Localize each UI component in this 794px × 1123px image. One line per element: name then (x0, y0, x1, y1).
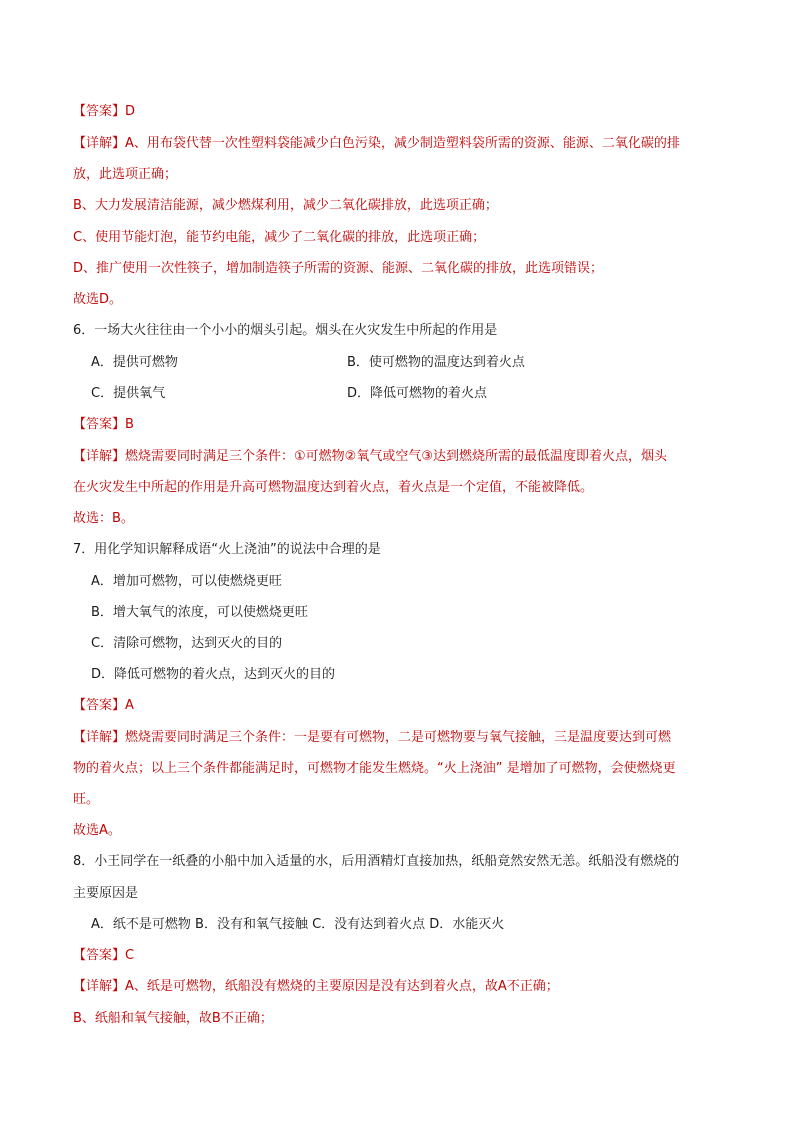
q7-detail-line1 (73, 730, 733, 746)
q6-option-b: B．使可燃物的温度达到着火点 (347, 355, 525, 370)
answer-tag: 【答案】 (73, 948, 126, 963)
q5-detail-b: B、大力发展清洁能源，减少燃煤利用，减少二氧化碳排放，此选项正确； (73, 198, 498, 213)
q7-option-a: A．增加可燃物，可以使燃烧更旺 (91, 574, 282, 589)
q5-detail-line1 (73, 136, 733, 152)
q5-answer-line (73, 104, 733, 120)
q6-option-a: A．提供可燃物 (91, 355, 178, 370)
q6-option-d: D．降低可燃物的着火点 (347, 386, 488, 401)
q6-answer-line (73, 417, 733, 433)
answer-tag: 【答案】 (73, 698, 126, 713)
q8-stem-line1: 8．小王同学在一纸叠的小船中加入适量的水，后用酒精灯直接加热，纸船竟然安然无恙。纸船没有燃烧的 (73, 854, 680, 869)
q6-conclusion: 故选：B。 (73, 511, 134, 526)
detail-tag: 【详解】 (73, 979, 126, 994)
detail-text: 燃烧需要同时满足三个条件：①可燃物②氧气或空气③达到燃烧所需的最低温度即着火点，烟头 (125, 449, 667, 464)
answer-tag: 【答案】 (73, 417, 126, 432)
q5-conclusion: 故选D。 (73, 292, 123, 307)
answer-value: A (125, 698, 134, 713)
detail-text: A、用布袋代替一次性塑料袋能减少白色污染，减少制造塑料袋所需的资源、能源、二氧化碳的排 (125, 136, 680, 151)
q7-option-d: D．降低可燃物的着火点，达到灭火的目的 (91, 667, 336, 682)
detail-text: A、纸是可燃物，纸船没有燃烧的主要原因是没有达到着火点，故A不正确； (125, 979, 559, 994)
q8-answer-line (73, 948, 733, 964)
q6-stem: 6．一场大火往往由一个小小的烟头引起。烟头在火灾发生中所起的作用是 (73, 323, 498, 338)
q7-detail-line3: 旺。 (73, 792, 100, 807)
q6-detail-line1 (73, 449, 733, 465)
answer-value: C (125, 948, 135, 963)
detail-tag: 【详解】 (73, 136, 126, 151)
q5-detail-d: D、推广使用一次性筷子，增加制造筷子所需的资源、能源、二氧化碳的排放，此选项错误； (73, 261, 604, 276)
q7-answer-line (73, 698, 733, 714)
answer-tag: 【答案】 (73, 104, 126, 119)
q6-option-c: C．提供氧气 (91, 386, 166, 401)
q7-option-c: C．清除可燃物，达到灭火的目的 (91, 636, 283, 651)
q7-option-b: B．增大氧气的浓度，可以使燃烧更旺 (91, 605, 308, 620)
q8-detail-b: B、纸船和氧气接触，故B不正确； (73, 1011, 273, 1026)
detail-tag: 【详解】 (73, 730, 126, 745)
q5-detail-c: C、使用节能灯泡，能节约电能，减少了二氧化碳的排放，此选项正确； (73, 230, 486, 245)
detail-text: 燃烧需要同时满足三个条件：一是要有可燃物，二是可燃物要与氧气接触，三是温度要达到可燃 (125, 730, 672, 745)
q7-conclusion: 故选A。 (73, 823, 121, 838)
detail-tag: 【详解】 (73, 449, 126, 464)
q8-detail-line1 (73, 979, 733, 995)
q8-options: A．纸不是可燃物 B．没有和氧气接触 C．没有达到着火点 D．水能灭火 (91, 917, 505, 932)
q5-detail-line2: 放，此选项正确； (73, 167, 178, 182)
answer-value: B (125, 417, 134, 432)
q6-detail-line2: 在火灾发生中所起的作用是升高可燃物温度达到着火点，着火点是一个定值，不能被降低。 (73, 480, 594, 495)
q8-stem-line2: 主要原因是 (73, 886, 139, 901)
q7-detail-line2: 物的着火点；以上三个条件都能满足时，可燃物才能发生燃烧。“火上浇油” 是增加了可燃物，会使燃烧更 (73, 761, 676, 776)
q7-stem: 7．用化学知识解释成语“火上浇油”的说法中合理的是 (73, 542, 381, 557)
answer-value: D (125, 104, 136, 119)
